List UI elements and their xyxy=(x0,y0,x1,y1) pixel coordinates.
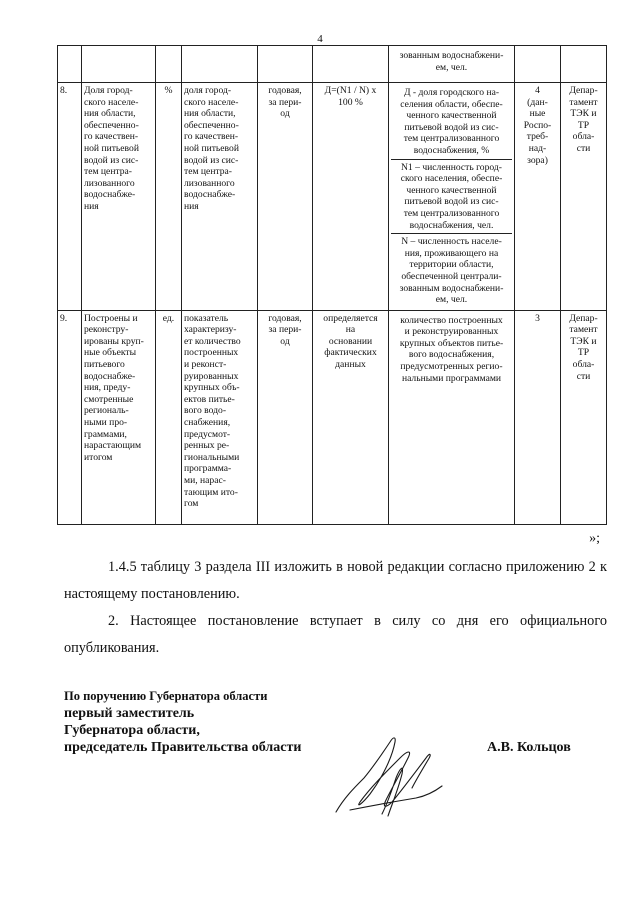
formula-variables xyxy=(389,83,515,311)
signatory-line: первый заместитель xyxy=(64,706,195,721)
indicator-name: Доля город- ского населе- ния области, обеспеченно- го качествен- ной питьевой водой из сис- тем центра- лизованного водоснабже- ния xyxy=(82,83,156,311)
closing-quote-mark: »; xyxy=(589,531,600,546)
responsible-department: Депар- тамент ТЭК и ТР обла- сти xyxy=(561,83,607,311)
formula: определяется на основании фактических данных xyxy=(313,310,389,524)
signatory-title xyxy=(64,688,301,756)
effective-date-paragraph: 2. Настоящее постановление вступает в силу со дня его официального опубликования. xyxy=(64,613,607,656)
indicator-name: Построены и реконстру- ированы круп- ные объекты питьевого водоснабже- ния, преду- смотренные региональ- ными про- граммами, нарастающим итогом xyxy=(82,310,156,524)
signatory-line: Губернатора области, xyxy=(64,723,200,738)
responsible-department: Депар- тамент ТЭК и ТР обла- сти xyxy=(561,310,607,524)
table-cell xyxy=(58,46,82,83)
table-cell xyxy=(182,46,258,83)
variable-description: N – численность населе- ния, проживающего на территории области, обеспеченной централи- зованным водоснабжени- ем, чел. xyxy=(391,233,512,308)
variable-description: Д - доля городского на- селения области, обеспе- ченного качественной питьевой водой из сис- тем централизованного водоснабжения, % xyxy=(400,87,503,156)
row-number: 9. xyxy=(58,310,82,524)
table-cell xyxy=(515,46,561,83)
amendment-paragraph: 1.4.5 таблицу 3 раздела III изложить в новой редакции согласно приложению 2 к настоящему постановлению. xyxy=(64,559,607,602)
variable-description: N1 – численность город- ского населения, обеспе- ченного качественной питьевой водой из сис- тем централизованного водоснабжения, чел. xyxy=(391,159,512,234)
table-row xyxy=(58,310,607,524)
formula-variables xyxy=(389,310,515,524)
table-row-continuation xyxy=(58,46,607,83)
table-cell xyxy=(313,46,389,83)
page-number: 4 xyxy=(317,33,323,45)
data-source: 3 xyxy=(515,310,561,524)
indicator-definition: доля город- ского населе- ния области, обеспеченно- го качествен- ной питьевой водой из сис- тем центра- лизованного водоснабже- ния xyxy=(182,83,258,311)
signatory-line: По поручению Губернатора области xyxy=(64,689,268,703)
table-cell xyxy=(258,46,313,83)
variable-description: количество построенных и реконструированных крупных объектов питье- вого водоснабжения, предусмотренных регио- нальными программами xyxy=(399,314,504,384)
table-cell xyxy=(156,46,182,83)
unit-of-measure: ед. xyxy=(156,310,182,524)
data-source: 4 (дан- ные Роспо- треб- над- зора) xyxy=(515,83,561,311)
row-number: 8. xyxy=(58,83,82,311)
signatory-name: А.В. Кольцов xyxy=(487,740,571,755)
indicator-definition: показатель характеризу- ет количество построенных и реконст- руированных крупных объ- ектов питье- вого водо- снабжения, предусмот- ренных ре- гиональными программа- ми, нарас- тающим ито- гом xyxy=(182,310,258,524)
unit-of-measure: % xyxy=(156,83,182,311)
table-row xyxy=(58,83,607,311)
signatory-line: председатель Правительства области xyxy=(64,740,302,755)
table-cell xyxy=(561,46,607,83)
indicators-table xyxy=(57,45,607,525)
periodicity: годовая, за пери- од xyxy=(258,310,313,524)
description-text: зованным водоснабжени- ем, чел. xyxy=(399,50,504,73)
formula: Д=(N1 / N) x 100 % xyxy=(313,83,389,311)
periodicity: годовая, за пери- од xyxy=(258,83,313,311)
handwritten-signature-icon xyxy=(330,728,450,828)
table-cell xyxy=(82,46,156,83)
table-cell xyxy=(389,46,515,83)
